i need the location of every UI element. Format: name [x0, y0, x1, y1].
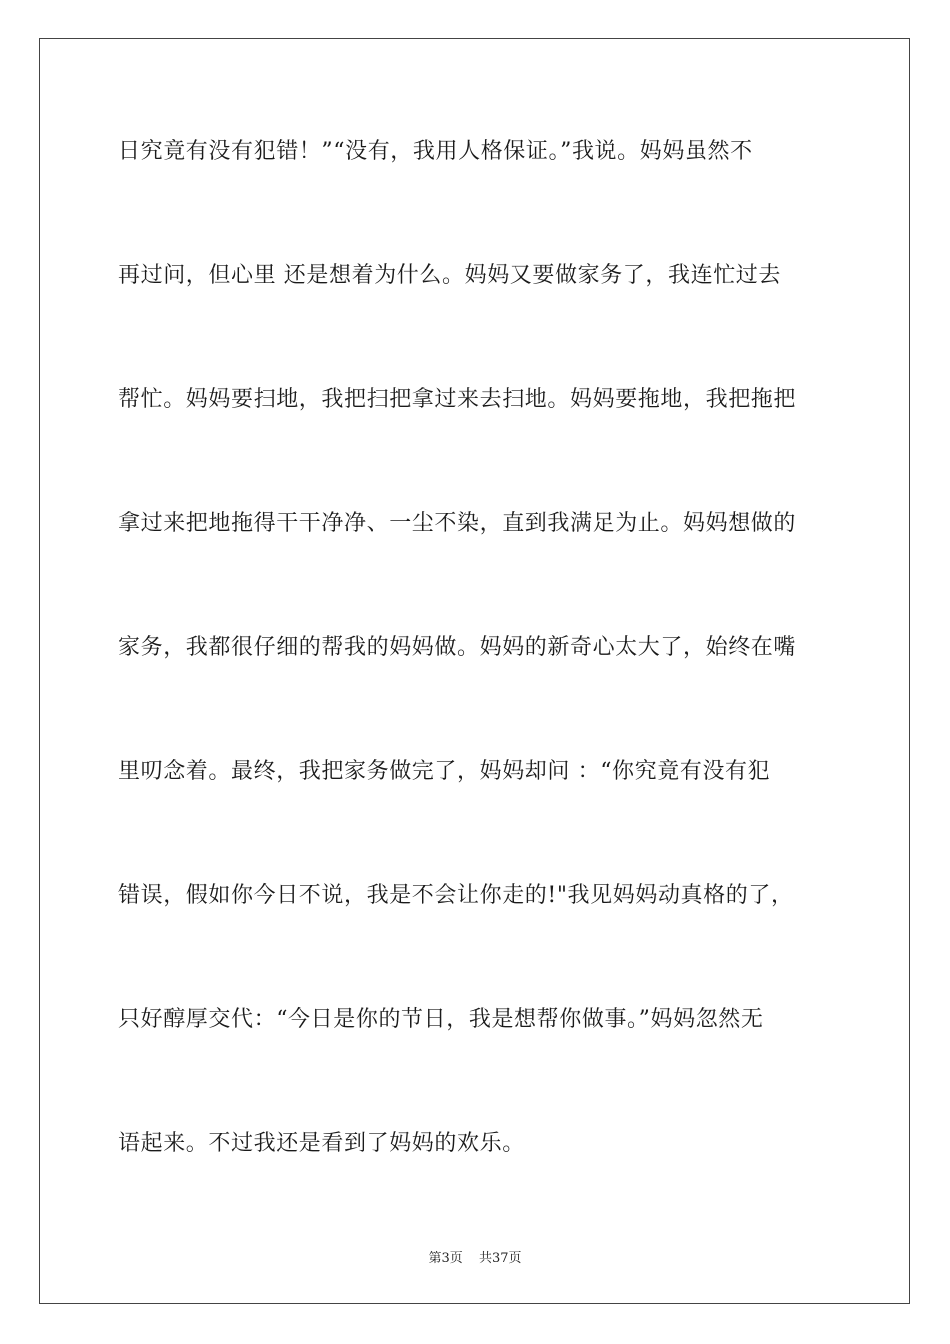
text-line-8: 只好醇厚交代：“今日是你的节日，我是想帮你做事。”妈妈忽然无	[118, 1007, 764, 1032]
text-line-5: 家务，我都很仔细的帮我的妈妈做。妈妈的新奇心太大了，始终在嘴	[118, 635, 797, 660]
document-body	[118, 130, 838, 1246]
text-line-2: 再过问，但心里 还是想着为什么。妈妈又要做家务了，我连忙过去	[118, 263, 781, 288]
text-line-4: 拿过来把地拖得干干净净、一尘不染，直到我满足为止。妈妈想做的	[118, 511, 797, 536]
page-number: 第3页	[428, 1251, 463, 1266]
text-line-1: 日究竟有没有犯错！”“没有，我用人格保证。”我说。妈妈虽然不	[118, 139, 753, 164]
text-line-7: 错误，假如你今日不说，我是不会让你走的!"我见妈妈动真格的了，	[118, 883, 794, 908]
text-line-3: 帮忙。妈妈要扫地，我把扫把拿过来去扫地。妈妈要拖地，我把拖把	[118, 387, 797, 412]
page-total: 共37页	[478, 1251, 522, 1266]
text-line-9: 语起来。不过我还是看到了妈妈的欢乐。	[118, 1131, 525, 1156]
page-footer	[0, 1247, 950, 1266]
text-line-6: 里叨念着。最终，我把家务做完了，妈妈却问 ：“你究竟有没有犯	[118, 759, 771, 784]
